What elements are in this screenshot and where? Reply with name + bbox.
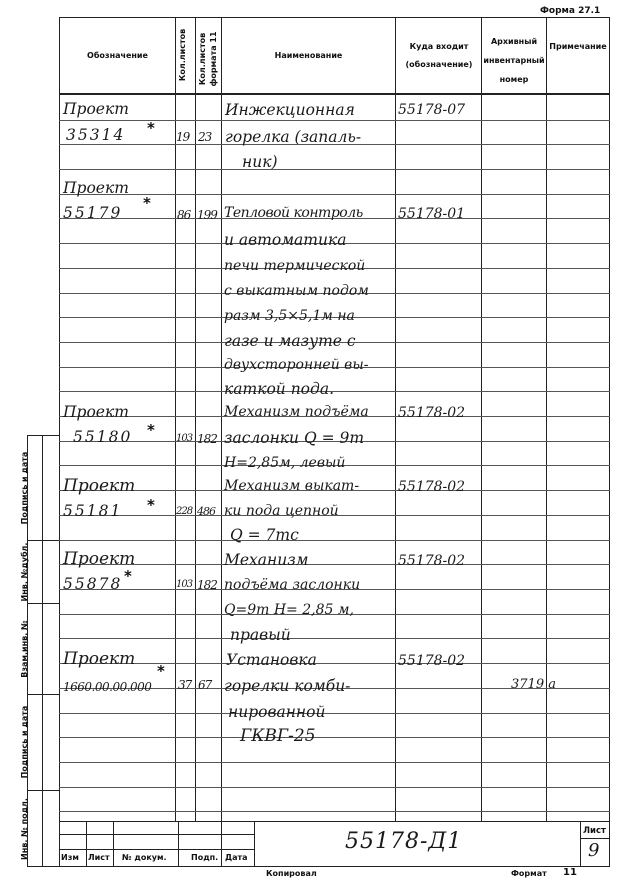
col-date: Дата: [225, 853, 248, 862]
footer-format-value: 11: [563, 867, 577, 878]
col-sheet: Лист: [88, 853, 110, 862]
row-line: [59, 762, 610, 763]
stamp-original-inv: Инв. № подл.: [20, 798, 29, 860]
name-line: Механизм подъёма: [224, 404, 369, 420]
row-line: [59, 564, 610, 565]
sheet-count-f11: 23: [198, 130, 212, 144]
sheet-count-f11: 182: [197, 432, 217, 446]
name-line: печи термической: [224, 258, 366, 274]
header-name: Наименование: [274, 51, 343, 60]
destination: 55178-02: [398, 653, 466, 669]
name-line: газе и мазуте с: [224, 332, 356, 350]
name-line: Q = 7тс: [230, 526, 299, 544]
destination: 55178-02: [398, 479, 466, 495]
destination: 55178-02: [398, 553, 466, 569]
name-line: разм 3,5×5,1м на: [224, 308, 355, 324]
sheet-number: 9: [588, 840, 600, 861]
stamp-replaced-inv: Взам.инв. №: [20, 620, 29, 678]
header-sheet-count: Кол.листов: [178, 28, 187, 82]
name-line: нированной: [228, 703, 326, 721]
col-change: Изм: [61, 853, 79, 862]
entry-type: Проект: [63, 403, 129, 421]
document-number: 55178-Д1: [345, 829, 463, 854]
name-line: подъёма заслонки: [224, 577, 361, 593]
stamp-sign-date-1: Подпись и дата: [20, 451, 29, 525]
footer-copied: Копировал: [266, 869, 317, 878]
form-label: Форма 27.1: [540, 6, 601, 16]
entry-type: Проект: [63, 476, 136, 496]
header-destination: Куда входит (обозначение): [405, 42, 473, 70]
archive-number: 3719 а: [511, 677, 556, 692]
sheet-count: 86: [177, 208, 191, 222]
row-line: [59, 540, 610, 541]
name-line: Инжекционная: [225, 101, 355, 119]
header-archive-number: Архивный инвентарный номер: [483, 37, 545, 85]
row-line: [59, 663, 610, 664]
entry-number: 35314: [66, 126, 126, 144]
name-line: Q=9т Н= 2,85 м,: [224, 602, 354, 618]
row-line: [59, 737, 610, 738]
entry-type: Проект: [63, 100, 129, 118]
sheet-count: 103: [176, 579, 193, 590]
star-mark: *: [147, 119, 155, 137]
stamp-sign-date-2: Подпись и дата: [20, 705, 29, 779]
row-line: [59, 194, 610, 195]
name-line: Механизм выкат-: [224, 478, 360, 494]
sheet-count: 228: [176, 506, 193, 517]
entry-type: Проект: [63, 179, 129, 197]
destination: 55178-01: [398, 206, 466, 222]
sheet-label: Лист: [583, 826, 606, 836]
star-mark: *: [157, 662, 165, 680]
name-line: Тепловой контроль: [224, 205, 363, 221]
name-line: правый: [230, 626, 291, 644]
name-line: ник): [242, 153, 278, 171]
sheet-count-f11: 199: [197, 208, 217, 222]
name-line: заслонки Q = 9т: [224, 429, 365, 447]
name-line: ки пода цепной: [224, 503, 339, 519]
name-line: Н=2,85м, левый: [224, 455, 346, 471]
row-line: [59, 391, 610, 392]
stamp-duplicate-inv: Инв. №дубл.: [20, 542, 29, 602]
name-line: горелки комби-: [224, 677, 351, 695]
entry-type: Проект: [63, 549, 136, 569]
sheet-count-f11: 67: [198, 678, 212, 692]
name-line: горелка (запаль-: [225, 128, 362, 146]
name-line: каткой пода.: [224, 380, 334, 398]
name-line: с выкатным подом: [224, 283, 369, 299]
entry-number: 55181: [63, 502, 123, 520]
name-line: двухсторонней вы-: [224, 357, 369, 373]
row-line: [59, 169, 610, 170]
header-note: Примечание: [549, 42, 607, 51]
col-signature: Подп.: [191, 853, 219, 862]
sheet-count-f11: 182: [197, 578, 217, 592]
destination: 55178-02: [398, 405, 466, 421]
destination: 55178-07: [398, 102, 466, 118]
row-line: [59, 713, 610, 714]
entry-number: 55179: [63, 204, 123, 222]
col-doc-number: № докум.: [122, 853, 167, 862]
sheet-count: 19: [176, 130, 190, 144]
header-designation: Обозначение: [87, 51, 148, 60]
sheet-count: 103: [176, 433, 193, 444]
row-line: [59, 811, 610, 812]
entry-number: 55180: [73, 428, 133, 446]
row-line: [59, 787, 610, 788]
star-mark: *: [124, 567, 132, 585]
star-mark: *: [147, 496, 155, 514]
entry-number: 1660.00.00.000: [63, 680, 152, 694]
entry-type: Проект: [63, 649, 136, 669]
name-line: Установка: [226, 651, 317, 669]
row-line: [59, 638, 610, 639]
footer-format: Формат: [511, 869, 547, 878]
name-line: и автоматика: [224, 231, 347, 249]
star-mark: *: [147, 421, 155, 439]
sheet-count: 37: [178, 678, 192, 692]
sheet-count-f11: 486: [197, 505, 215, 518]
name-line: ГКВГ-25: [240, 726, 316, 746]
name-line: Механизм: [224, 551, 309, 569]
entry-number: 55878: [63, 575, 123, 593]
row-line: [59, 120, 610, 121]
header-sheet-count-format11: Кол.листов формата 11: [198, 31, 218, 87]
star-mark: *: [143, 194, 151, 212]
